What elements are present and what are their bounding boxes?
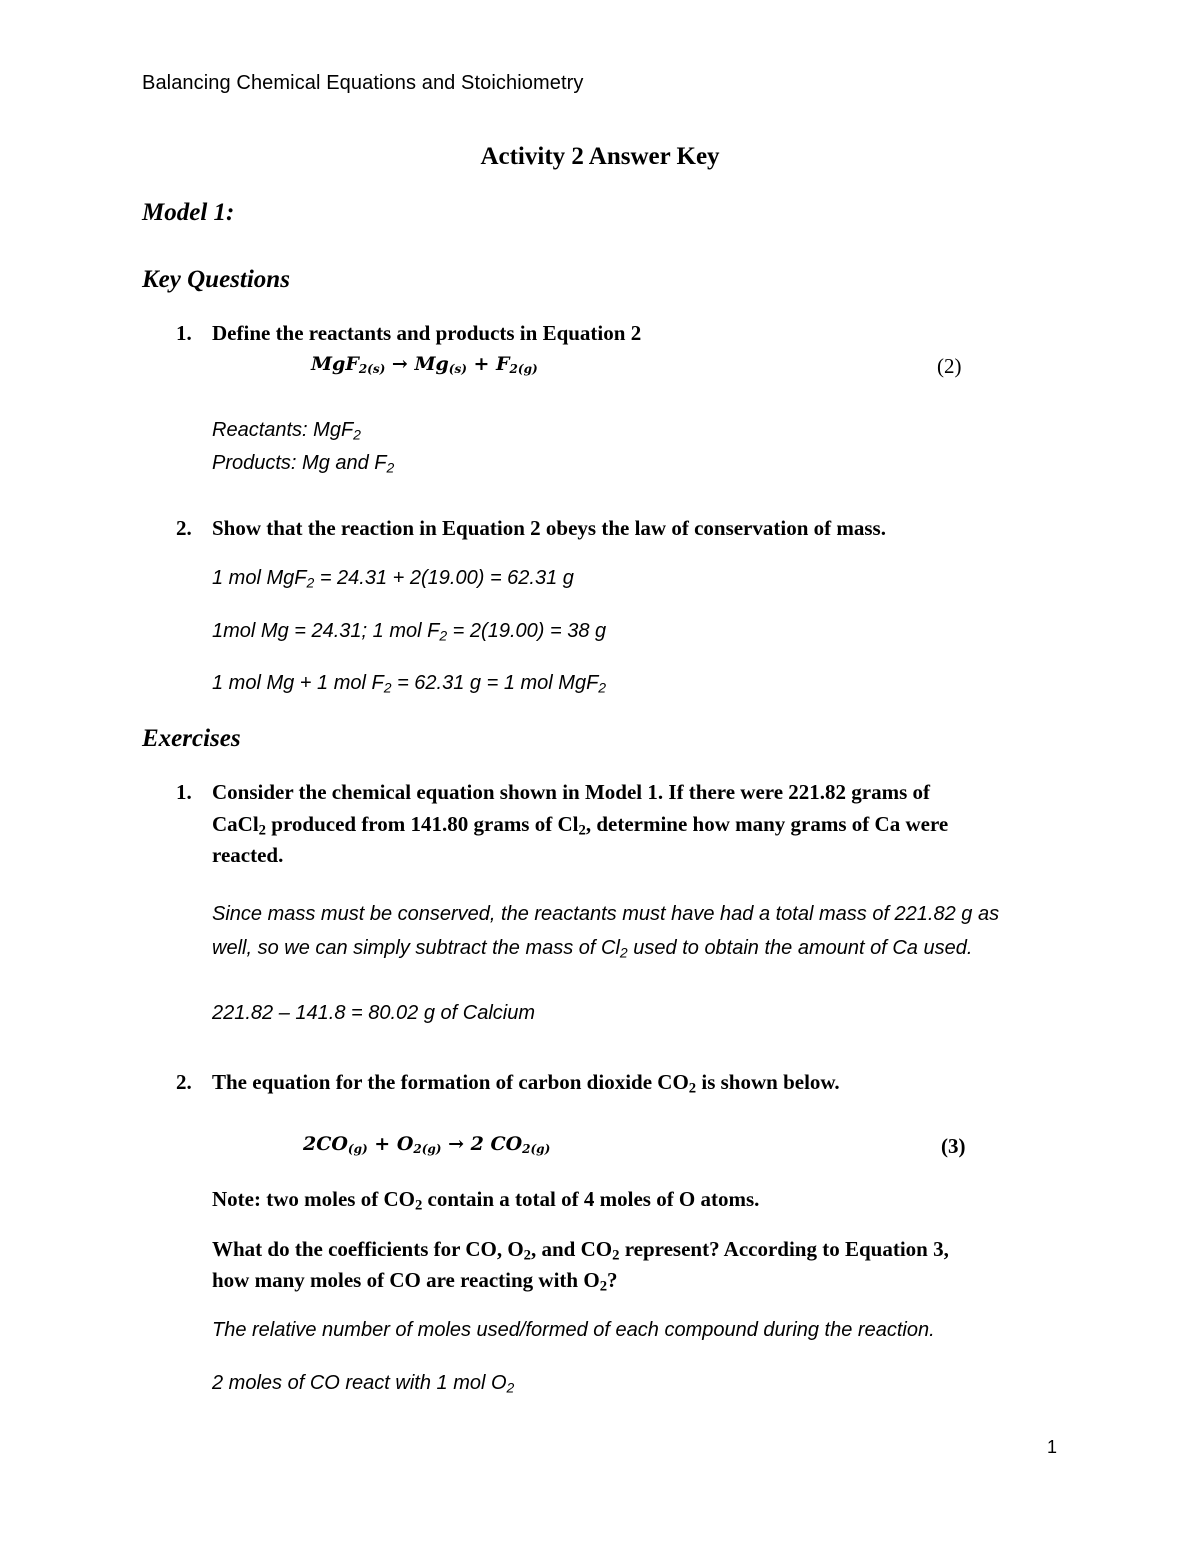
answer-line: well, so we can simply subtract the mass of $Cl_2$ used to obtain the amount of Ca used.: [212, 937, 973, 961]
equation-number: (3): [941, 1134, 966, 1158]
exercise-note: Note: two moles of $CO_2$ contain a total of 4 moles of O atoms.: [212, 1187, 760, 1214]
answer-line: 1 mol Mg + 1 mol $F_2 = 62.31$ g = 1 mol MgF$_2$: [212, 672, 607, 696]
answer-line: The relative number of moles used/formed of each compound during the reaction.: [212, 1319, 935, 1341]
exercise-number: 2.: [176, 1070, 192, 1094]
page-number: 1: [1047, 1437, 1058, 1457]
question-text: Define the reactants and products in Equation 2: [212, 321, 642, 345]
exercise-text: The equation for the formation of carbon dioxide $CO_2$ is shown below.: [212, 1070, 840, 1097]
exercise-text: Consider the chemical equation shown in Model 1. If there were 221.82 grams of: [212, 780, 931, 804]
answer-line: 2 moles of CO react with 1 mol $O_2$: [212, 1372, 515, 1396]
answer-line: Since mass must be conserved, the reactants must have had a total mass of 221.82 g as: [212, 903, 1000, 925]
model-heading: Model 1:: [142, 199, 235, 226]
key-questions-heading: Key Questions: [142, 266, 290, 293]
page-title: Activity 2 Answer Key: [480, 143, 720, 170]
answer-reactants: Reactants: MgF$_2$: [212, 419, 361, 443]
exercise-number: 1.: [176, 780, 192, 804]
exercise-question: how many moles of CO are reacting with $O_2$?: [212, 1268, 618, 1295]
exercise-text: CaCl$_2$ produced from 141.80 grams of $Cl_2$, determine how many grams of Ca were: [212, 812, 949, 839]
question-number: 1.: [176, 321, 192, 345]
question-text: Show that the reaction in Equation 2 obeys the law of conservation of mass.: [212, 516, 886, 540]
answer-line: 221.82 – 141.8 = 80.02 g of Calcium: [212, 1002, 536, 1024]
equation-number: (2): [937, 354, 962, 378]
exercise-question: What do the coefficients for CO, $O_2$, and $CO_2$ represent? According to Equation 3,: [212, 1237, 949, 1264]
exercise-text: reacted.: [212, 843, 284, 867]
exercises-heading: Exercises: [142, 725, 241, 752]
answer-line: 1 mol MgF$_2$ = 24.31 + 2(19.00) = 62.31 g: [212, 567, 574, 591]
page-header: Balancing Chemical Equations and Stoichiometry: [142, 72, 584, 94]
answer-products: Products: Mg and $F_2$: [212, 452, 395, 476]
answer-line: 1mol Mg = 24.31; 1 mol $F_2 = 2(19.00) = 38$ g: [212, 620, 607, 644]
equation-3: $2CO_{(g)} + O_{2(g)} \to 2$ $CO_{2(g)}$: [303, 1133, 551, 1156]
equation-2: $MgF_{2(s)} \to Mg_{(s)} + F_{2(g)}$: [311, 353, 538, 376]
question-number: 2.: [176, 516, 192, 540]
